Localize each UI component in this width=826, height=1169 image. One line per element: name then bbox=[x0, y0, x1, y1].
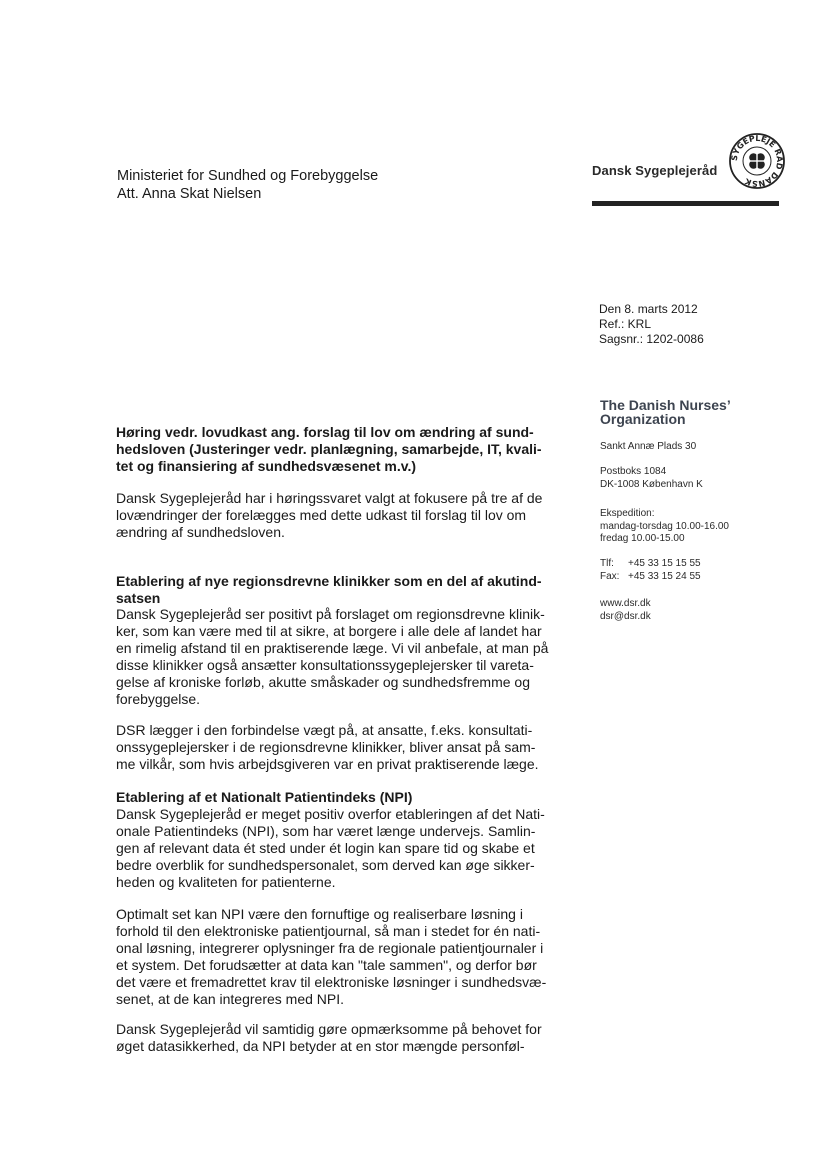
svg-text:SYGEPLEJE RÅD DANSK: SYGEPLEJE RÅD DANSK bbox=[729, 133, 785, 189]
letter-subject: Høring vedr. lovudkast ang. forslag til lov om ændring af sund- hedsloven (Justeringer vedr. planlægning, samarbejde, IT, kvali- tet og finansiering af sundhedsvæsenet m.v.) bbox=[116, 424, 542, 474]
recipient-address bbox=[117, 167, 378, 203]
section-paragraph: Optimalt set kan NPI være den fornuftige og realiserbare løsning i forhold til den elektroniske patientjournal, så man i stedet for én nati- onal løsning, integrerer oplysninger fra de regionale patientjournaler i et system. Det forudsætter at data kan "tale sammen", og derfor bør det være et fremadrettet krav til elektroniske løsninger i sundhedsvæ- senet, at de kan integreres med NPI. bbox=[116, 906, 547, 1007]
intro-paragraph: Dansk Sygeplejeråd har i høringssvaret valgt at fokusere på tre af de lovændringer der forelægges med dette udkast til forslag til lov om ændring af sundhedsloven. bbox=[116, 490, 543, 540]
letter-case-number: Sagsnr.: 1202-0086 bbox=[599, 332, 704, 346]
phone-label: Tlf: bbox=[600, 558, 614, 569]
section-heading: Etablering af nye regionsdrevne klinikker som en del af akutind- satsen bbox=[116, 573, 542, 606]
recipient-line: Att. Anna Skat Nielsen bbox=[117, 186, 262, 202]
letter-meta bbox=[599, 302, 704, 347]
sidebar-postbox: Postboks 1084 DK-1008 København K bbox=[600, 466, 703, 490]
sidebar-org-title: The Danish Nurses’ Organization bbox=[600, 397, 731, 427]
organization-logo-name: Dansk Sygeplejeråd bbox=[592, 163, 718, 178]
organization-seal-icon bbox=[728, 132, 786, 190]
letter-date: Den 8. marts 2012 bbox=[599, 302, 698, 316]
fax-label: Fax: bbox=[600, 570, 620, 582]
recipient-line: Ministeriet for Sundhed og Forebyggelse bbox=[117, 168, 379, 184]
section-paragraph: Dansk Sygeplejeråd ser positivt på forslaget om regionsdrevne klinik- ker, som kan være med til at sikre, at borgere i alle dele af landet har en rimelig afstand til en praktiserende læge. Vi vil anbefale, at man på disse klinikker også ansætter konsultationssygeplejersker til vareta- gelse af kroniske forløb, akutte småskader og sundhedsfremme og forebyggelse. bbox=[116, 606, 549, 707]
fax-number: +45 33 15 24 55 bbox=[628, 570, 701, 582]
section-paragraph: Dansk Sygeplejeråd vil samtidig gøre opmærksomme på behovet for øget datasikkerhed, da NPI betyder at en stor mængde personføl- bbox=[116, 1021, 542, 1054]
section-paragraph: DSR lægger i den forbindelse vægt på, at ansatte, f.eks. konsultati- onssygeplejersker i de regionsdrevne klinikker, bliver ansat på sam- me vilkår, som hvis arbejdsgiveren var en privat praktiserende læge. bbox=[116, 722, 539, 772]
sidebar-web bbox=[600, 598, 651, 623]
sidebar-contact-numbers bbox=[600, 558, 701, 583]
section-heading: Etablering af et Nationalt Patientindeks (NPI) bbox=[116, 789, 413, 805]
sidebar-opening-hours: Ekspedition: mandag-torsdag 10.00-16.00 fredag 10.00-15.00 bbox=[600, 508, 729, 544]
website-link[interactable]: www.dsr.dk bbox=[600, 598, 651, 609]
email-link[interactable]: dsr@dsr.dk bbox=[600, 610, 651, 622]
section-paragraph: Dansk Sygeplejeråd er meget positiv overfor etableringen af det Nati- onale Patientindeks (NPI), som har været længe undervejs. Samlin- gen af relevant data ét sted under ét login kan spare tid og skabe et bedre overblik for sundhedspersonalet, som derved kan øge sikker- heden og kvaliteten for patienterne. bbox=[116, 806, 545, 890]
letter-ref: Ref.: KRL bbox=[599, 317, 652, 331]
phone-number: +45 33 15 15 55 bbox=[628, 558, 701, 569]
sidebar-address: Sankt Annæ Plads 30 bbox=[600, 441, 697, 452]
header-rule bbox=[592, 201, 779, 206]
